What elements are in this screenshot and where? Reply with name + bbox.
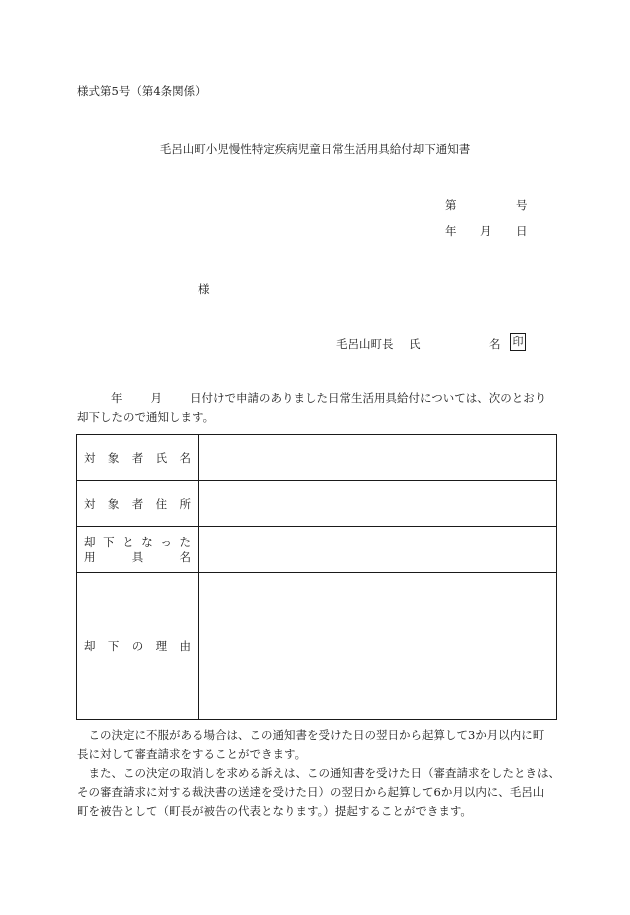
detail-table	[76, 434, 557, 720]
label-subject-name	[77, 435, 199, 481]
label-char: 却	[84, 639, 96, 653]
label-char: と	[122, 534, 134, 549]
intro-year: 年	[111, 391, 123, 405]
label-char: 却	[84, 534, 96, 549]
label-char: 由	[179, 639, 191, 653]
label-char: 象	[107, 450, 120, 465]
label-char: っ	[160, 534, 172, 549]
label-char: 下	[103, 534, 115, 549]
label-rejection-reason	[77, 573, 199, 720]
label-char: 対	[84, 496, 96, 511]
label-char: 住	[155, 496, 168, 511]
date-day: 日	[516, 224, 528, 238]
label-char: 者	[131, 496, 144, 511]
notes-line: その審査請求に対する裁決書の送達を受けた日）の翌日から起算して6か月以内に、毛呂山	[77, 785, 545, 799]
label-char: 者	[131, 450, 144, 465]
label-char: 対	[84, 450, 96, 465]
intro-line-2: 却下したので通知します。	[77, 410, 215, 424]
table-row	[77, 481, 557, 527]
document-title: 毛呂山町小児慢性特定疾病児童日常生活用具給付却下通知書	[159, 142, 471, 156]
label-char: 理	[155, 639, 168, 653]
label-char: 具	[131, 549, 144, 564]
form-number: 様式第5号（第4条関係）	[77, 84, 207, 98]
notes-line: 長に対して審査請求をすることができます。	[77, 747, 307, 761]
intro-line-1-text: 日付けで申請のありました日常生活用具給付については、次のとおり	[190, 391, 547, 405]
label-char: な	[141, 534, 153, 549]
field-subject-address[interactable]	[199, 481, 557, 527]
label-char: 名	[179, 450, 191, 465]
label-char: 用	[84, 549, 96, 564]
label-char: 氏	[155, 450, 168, 465]
label-char: 所	[179, 496, 191, 511]
table-row	[77, 573, 557, 720]
issuer-name-uji: 氏	[409, 337, 421, 351]
table-row	[77, 435, 557, 481]
field-rejection-reason[interactable]	[199, 573, 557, 720]
notes-line: 町を被告として（町長が被告の代表となります。）提起することができます。	[77, 804, 472, 818]
date-month: 月	[480, 224, 492, 238]
label-rejected-equipment	[77, 527, 199, 573]
intro-line-1	[77, 389, 557, 408]
seal-stamp: 印	[510, 333, 526, 351]
appeal-notes	[77, 726, 560, 821]
label-subject-address	[77, 481, 199, 527]
reference-number-suffix: 号	[516, 198, 528, 212]
label-char: た	[179, 534, 191, 549]
issuer-name-mei: 名	[489, 337, 501, 351]
notes-line: また、この決定の取消しを求める訴えは、この通知書を受けた日（審査請求をしたときは、	[77, 766, 560, 780]
notes-line: この決定に不服がある場合は、この通知書を受けた日の翌日から起算して3か月以内に町	[77, 728, 545, 742]
intro-month: 月	[150, 391, 162, 405]
label-char: の	[131, 639, 144, 653]
reference-number-prefix: 第	[445, 198, 457, 212]
label-char: 象	[107, 496, 120, 511]
date-year: 年	[445, 224, 457, 238]
label-char: 下	[107, 639, 120, 653]
issuer-title: 毛呂山町長	[336, 337, 394, 351]
field-rejected-equipment[interactable]	[199, 527, 557, 573]
intro-paragraph	[77, 389, 557, 427]
recipient-suffix: 様	[198, 282, 210, 296]
field-subject-name[interactable]	[199, 435, 557, 481]
table-row	[77, 527, 557, 573]
label-char: 名	[179, 549, 191, 564]
